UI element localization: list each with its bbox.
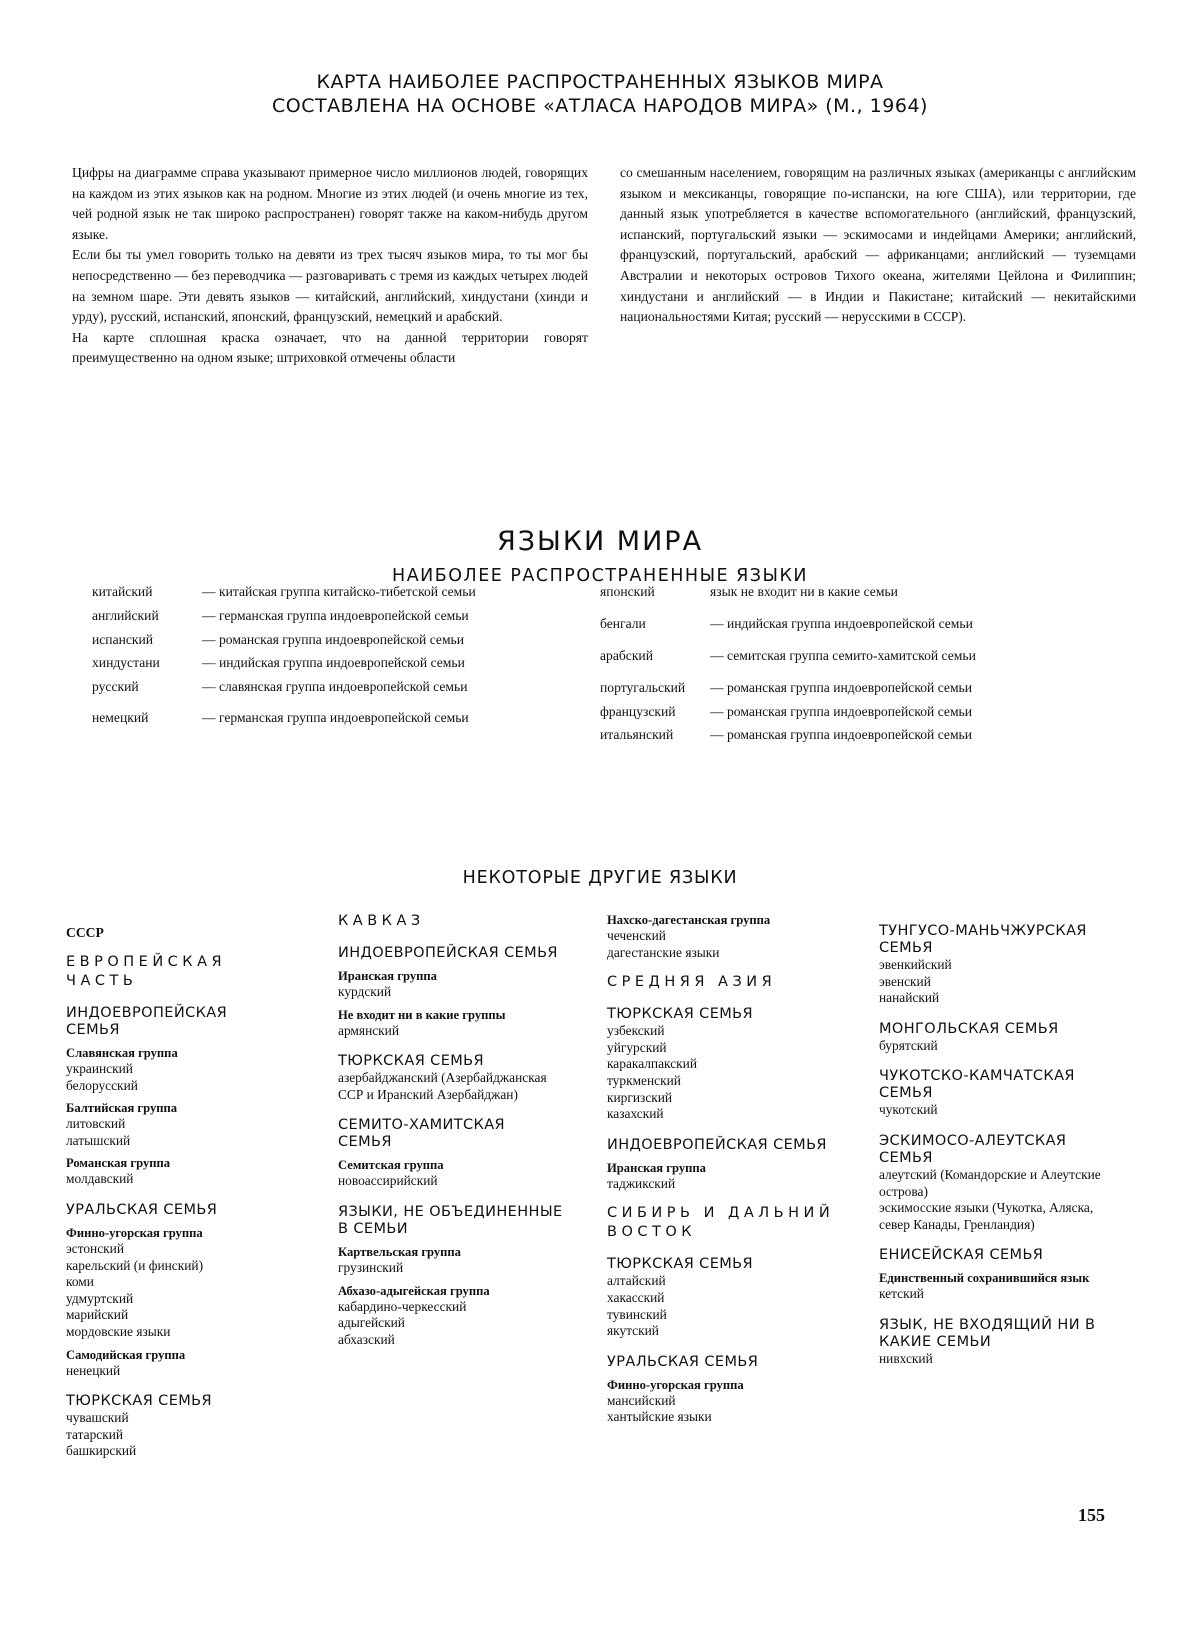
language-family: — романская группа индоевропейской семьи xyxy=(710,727,973,742)
language-item: нанайский xyxy=(879,990,940,1006)
language-item: эскимосские языки (Чукотка, Аляска, север Канады, Гренландия) xyxy=(879,1200,1094,1232)
family-heading: ТЮРКСКАЯ СЕМЬЯ xyxy=(66,1393,212,1410)
language-family: — германская группа индоевропейской семьи xyxy=(202,710,469,725)
language-row xyxy=(600,680,973,696)
language-name: хиндустани xyxy=(92,655,160,670)
family-heading: ИНДОЕВРОПЕЙСКАЯ СЕМЬЯ xyxy=(66,1005,228,1038)
language-item: коми xyxy=(66,1274,94,1290)
language-item: дагестанские языки xyxy=(607,944,720,960)
group-heading: Абхазо-адыгейская группа xyxy=(338,1283,490,1298)
language-family: — романская группа индоевропейской семьи xyxy=(710,704,973,719)
language-item: каракалпакский xyxy=(607,1056,697,1072)
group-heading: Не входит ни в какие группы xyxy=(338,1007,506,1022)
family-heading: МОНГОЛЬСКАЯ СЕМЬЯ xyxy=(879,1020,1059,1037)
language-item: башкирский xyxy=(66,1443,137,1459)
region-heading: СИБИРЬ И ДАЛЬНИЙ ВОСТОК xyxy=(607,1205,835,1241)
language-name: арабский xyxy=(600,648,653,663)
language-row xyxy=(92,679,468,695)
family-heading: ЯЗЫКИ, НЕ ОБЪЕДИНЕННЫЕ В СЕМЬИ xyxy=(338,1203,563,1237)
language-item: таджикский xyxy=(607,1175,676,1191)
language-row xyxy=(600,584,898,600)
language-item: тувинский xyxy=(607,1306,667,1322)
language-item: эвенкийский xyxy=(879,957,952,972)
group-heading: Иранская группа xyxy=(607,1160,706,1175)
major-languages-right xyxy=(600,584,1080,760)
language-family: — индийская группа индоевропейской семьи xyxy=(202,655,465,670)
family-heading: ЯЗЫК, НЕ ВХОДЯЩИЙ НИ В КАКИЕ СЕМЬИ xyxy=(879,1316,1096,1350)
language-item: татарский xyxy=(66,1426,124,1442)
group-heading: Единственный сохранившийся язык xyxy=(879,1271,1090,1286)
language-item: казахский xyxy=(607,1106,664,1122)
language-name: японский xyxy=(600,584,655,599)
language-item: удмуртский xyxy=(66,1290,134,1306)
group-heading: Картвельская группа xyxy=(338,1244,461,1259)
language-family: — романская группа индоевропейской семьи xyxy=(202,632,465,647)
group-heading: Романская группа xyxy=(66,1156,171,1171)
language-name: русский xyxy=(92,679,139,694)
language-item: новоассирийский xyxy=(338,1173,438,1189)
others-title: НЕКОТОРЫЕ ДРУГИЕ ЯЗЫКИ xyxy=(462,868,738,888)
region-heading: КАВКАЗ xyxy=(338,913,425,929)
family-heading: УРАЛЬСКАЯ СЕМЬЯ xyxy=(66,1201,218,1218)
header-line-1: КАРТА НАИБОЛЕЕ РАСПРОСТРАНЕННЫХ ЯЗЫКОВ МИРА xyxy=(316,71,884,93)
language-family: — германская группа индоевропейской семьи xyxy=(202,608,469,623)
language-item: хакасский xyxy=(607,1289,665,1305)
language-item: алеутский (Командорские и Алеутские острова) xyxy=(879,1166,1101,1199)
language-family: язык не входит ни в какие семьи xyxy=(710,584,898,599)
language-item: чеченский xyxy=(607,928,666,943)
language-item: хантыйские языки xyxy=(607,1409,712,1425)
group-heading: Финно-угорская группа xyxy=(66,1225,203,1240)
group-heading: Самодийская группа xyxy=(66,1347,186,1362)
intro-column-right xyxy=(620,163,1136,369)
language-family: — романская группа индоевропейской семьи xyxy=(710,680,973,695)
language-row xyxy=(92,584,476,600)
language-row xyxy=(600,616,973,632)
language-item: мордовские языки xyxy=(66,1323,171,1339)
language-item: адыгейский xyxy=(338,1315,405,1331)
language-family: — семитская группа семито-хамитской семьи xyxy=(710,648,976,663)
intro-paragraph: Если бы ты умел говорить только на девяти из трех тысяч языков мира, то ты мог бы непосредственно — без переводчика — разговаривать с тремя из каждых четырех людей на земном шаре. Эти девять языков — китайский, английский, хиндустани (хинди и урду), русский, испанский, японский, французский, немецкий и арабский. xyxy=(72,247,588,325)
language-item: чукотский xyxy=(879,1102,938,1118)
intro-paragraph: со смешанным населением, говорящим на различных языках (американцы с английским языком и мексиканцы, говорящие по-испански, на юге США), или территории, где данный язык употребляется в качестве вспомогательного (английский, французский, испанский, португальский языки — эскимосами и индейцами Америки; английский, французский, португальский, арабский — африканцами; английский — туземцами Австралии и некоторых островов Тихого океана, жителями Цейлона и Филиппин; хиндустани и английский — в Индии и Пакистане; китайский — некитайскими национальностями Китая; русский — нерусскими в СССР). xyxy=(620,165,1136,325)
intro-paragraph: Цифры на диаграмме справа указывают примерное число миллионов людей, говорящих на каждом из этих языков как на родном. Многие из этих людей (и очень многие из тех, чей родной язык не так широко распространен) говорят также на каком-нибудь другом языке. xyxy=(72,165,588,242)
language-item: абхазский xyxy=(338,1331,395,1347)
language-item: карельский (и финский) xyxy=(66,1257,204,1273)
main-subtitle: НАИБОЛЕЕ РАСПРОСТРАНЕННЫЕ ЯЗЫКИ xyxy=(392,566,808,586)
others-column-4 xyxy=(879,923,1101,1368)
family-heading: ТЮРКСКАЯ СЕМЬЯ xyxy=(338,1053,484,1070)
family-heading: ТЮРКСКАЯ СЕМЬЯ xyxy=(607,1006,753,1023)
group-heading: Славянская группа xyxy=(66,1046,178,1060)
language-name: итальянский xyxy=(600,727,674,742)
intro-text xyxy=(72,163,1137,369)
language-name: английский xyxy=(92,608,159,623)
language-item: уйгурский xyxy=(607,1039,667,1055)
language-name: бенгали xyxy=(600,616,646,631)
language-item: мансийский xyxy=(607,1392,676,1408)
language-item: якутский xyxy=(607,1323,659,1339)
language-row xyxy=(600,727,973,743)
family-heading: ИНДОЕВРОПЕЙСКАЯ СЕМЬЯ xyxy=(607,1136,827,1153)
language-row xyxy=(600,704,973,720)
language-item: чувашский xyxy=(66,1410,129,1426)
language-item: армянский xyxy=(338,1022,400,1038)
language-name: французский xyxy=(600,704,676,719)
family-heading: УРАЛЬСКАЯ СЕМЬЯ xyxy=(607,1353,759,1370)
region-heading: ЕВРОПЕЙСКАЯ ЧАСТЬ xyxy=(66,954,227,989)
language-item: алтайский xyxy=(607,1273,666,1289)
page-header xyxy=(0,70,1200,118)
language-item: ненецкий xyxy=(66,1362,121,1378)
others-column-2 xyxy=(338,912,563,1348)
language-item: курдский xyxy=(338,984,392,999)
family-heading: ТЮРКСКАЯ СЕМЬЯ xyxy=(607,1256,753,1273)
language-item: белорусский xyxy=(66,1077,138,1093)
section-heading: СССР xyxy=(66,925,104,940)
group-heading: Семитская группа xyxy=(338,1158,444,1173)
language-row xyxy=(92,608,469,624)
intro-paragraph: На карте сплошная краска означает, что на данной территории говорят преимущественно на одном языке; штриховкой отмечены области xyxy=(72,329,588,366)
language-item: грузинский xyxy=(338,1259,404,1275)
family-heading: ЭСКИМОСО-АЛЕУТСКАЯ СЕМЬЯ xyxy=(879,1132,1067,1166)
language-family: — славянская группа индоевропейской семьи xyxy=(202,679,468,694)
language-name: испанский xyxy=(92,632,154,647)
language-row xyxy=(92,710,469,726)
language-item: украинский xyxy=(66,1061,133,1076)
language-item: эстонский xyxy=(66,1240,125,1256)
group-heading: Иранская группа xyxy=(338,969,437,983)
family-heading: СЕМИТО-ХАМИТСКАЯ СЕМЬЯ xyxy=(338,1117,506,1151)
language-item: киргизский xyxy=(607,1089,673,1105)
language-item: узбекский xyxy=(607,1023,665,1039)
group-heading: Балтийская группа xyxy=(66,1101,178,1116)
header-line-2: СОСТАВЛЕНА НА ОСНОВЕ «АТЛАСА НАРОДОВ МИРА» (М., 1964) xyxy=(272,95,928,117)
language-item: туркменский xyxy=(607,1072,681,1088)
main-title: ЯЗЫКИ МИРА xyxy=(496,526,704,557)
language-item: эвенский xyxy=(879,973,931,989)
language-name: португальский xyxy=(600,680,686,695)
others-column-1 xyxy=(66,925,266,1460)
language-item: нивхский xyxy=(879,1350,933,1366)
language-row xyxy=(92,655,465,671)
page-number: 155 xyxy=(1078,1505,1105,1525)
language-row xyxy=(600,648,976,664)
family-heading: ИНДОЕВРОПЕЙСКАЯ СЕМЬЯ xyxy=(338,945,558,961)
group-heading: Нахско-дагестанская группа xyxy=(607,913,771,927)
language-item: кабардино-черкесский xyxy=(338,1298,467,1314)
group-heading: Финно-угорская группа xyxy=(607,1377,744,1392)
region-heading: СРЕДНЯЯ АЗИЯ xyxy=(607,974,777,991)
language-item: бурятский xyxy=(879,1037,938,1053)
family-heading: ЧУКОТСКО-КАМЧАТСКАЯ СЕМЬЯ xyxy=(879,1068,1075,1102)
family-heading: ТУНГУСО-МАНЬЧЖУРСКАЯ СЕМЬЯ xyxy=(879,923,1087,956)
language-item: литовский xyxy=(66,1116,126,1132)
language-item: марийский xyxy=(66,1307,129,1323)
language-item: азербайджанский (Азербайджанская ССР и Иранский Азербайджан) xyxy=(338,1070,547,1102)
family-heading: ЕНИСЕЙСКАЯ СЕМЬЯ xyxy=(879,1247,1044,1264)
language-item: кетский xyxy=(879,1286,924,1302)
language-family: — китайская группа китайско-тибетской семьи xyxy=(202,584,476,599)
major-languages-left xyxy=(92,584,572,740)
language-item: латышский xyxy=(66,1132,131,1148)
language-family: — индийская группа индоевропейской семьи xyxy=(710,616,973,631)
intro-column-left xyxy=(72,163,588,369)
language-row xyxy=(92,632,465,648)
language-item: молдавский xyxy=(66,1171,134,1187)
language-name: китайский xyxy=(92,584,153,599)
language-name: немецкий xyxy=(92,710,149,725)
others-column-3 xyxy=(607,912,837,1426)
